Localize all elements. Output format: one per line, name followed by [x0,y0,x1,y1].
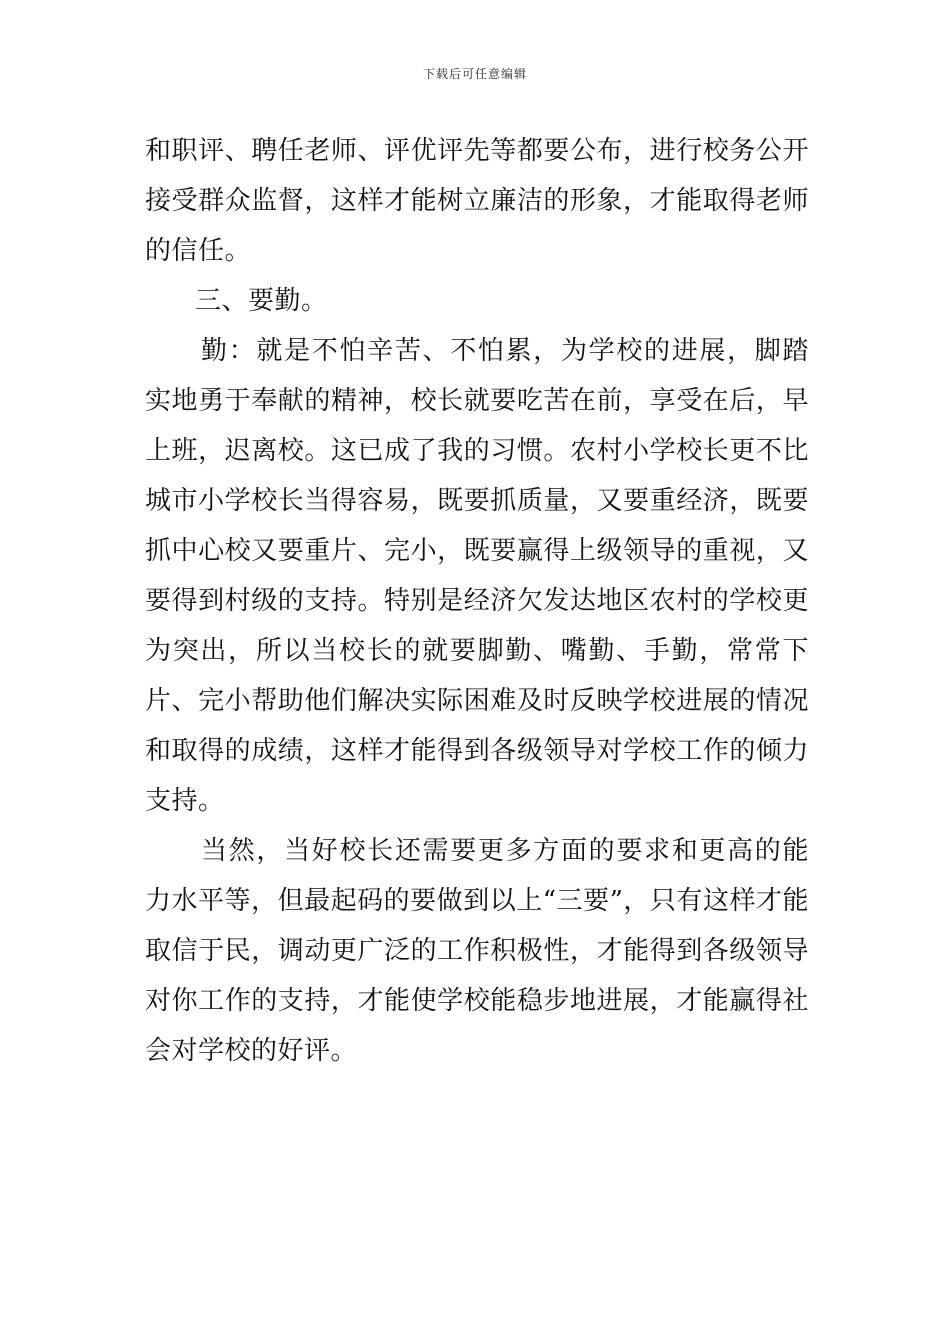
paragraph-conclusion: 当然，当好校长还需要更多方面的要求和更高的能力水平等，但最起码的要做到以上“三要”，只有这样才能取信于民，调动更广泛的工作积极性，才能得到各级领导对你工作的支持，才能使学校能稳步地进展，才能赢得社会对学校的好评。 [145,836,809,1066]
paragraph-diligence: 勤：就是不怕辛苦、不怕累，为学校的进展，脚踏实地勇于奉献的精神，校长就要吃苦在前，享受在后，早上班，迟离校。这已成了我的习惯。农村小学校长更不比城市小学校长当得容易，既要抓质量，又要重经济，既要抓中心校又要重片、完小，既要赢得上级领导的重视，又要得到村级的支持。特别是经济欠发达地区农村的学校更为突出，所以当校长的就要脚勤、嘴勤、手勤，常常下片、完小帮助他们解决实际困难及时反映学校进展的情况和取得的成绩，这样才能得到各级领导对学校工作的倾力支持。 [145,336,809,816]
section-heading: 三、要勤。 [195,286,328,316]
paragraph-continuation: 和职评、聘任老师、评优评先等都要公布，进行校务公开接受群众监督，这样才能树立廉洁的形象，才能取得老师的信任。 [145,136,809,266]
document-body [145,126,809,1076]
page-header-note: 下载后可任意编辑 [422,67,527,81]
